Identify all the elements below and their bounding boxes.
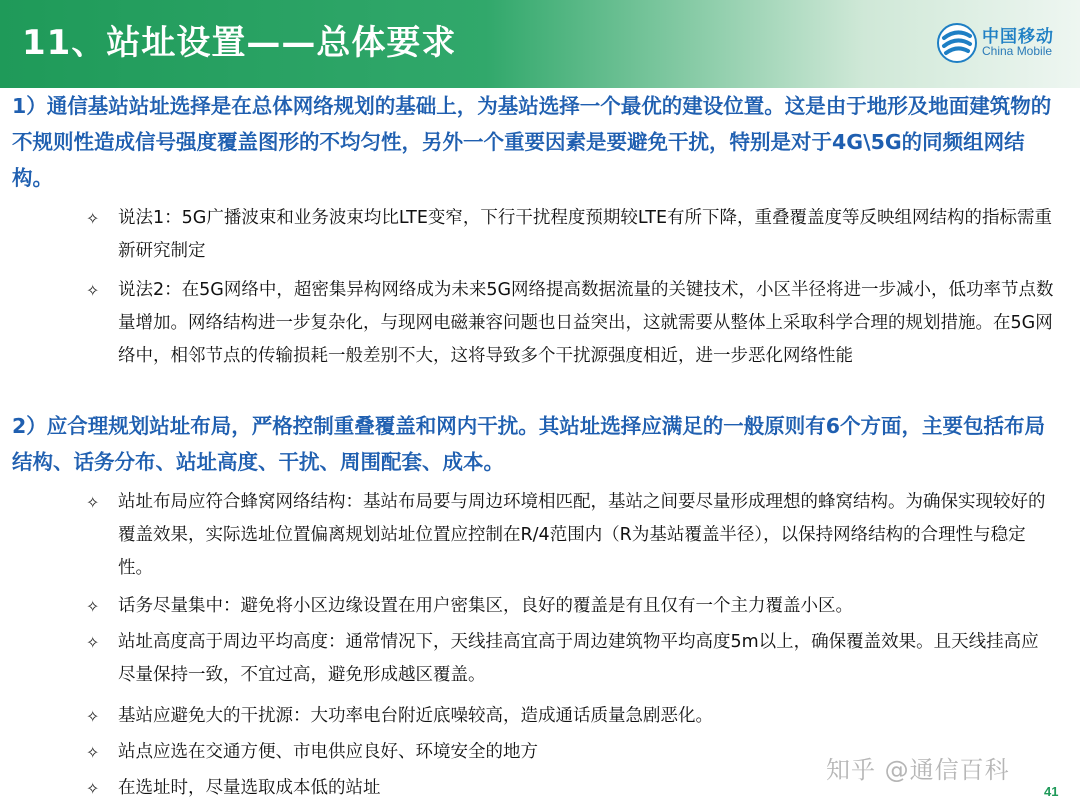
bullet-diamond-icon: ✧ xyxy=(86,779,100,798)
bullet-text: 站址高度高于周边平均高度：通常情况下，天线挂高宜高于周边建筑物平均高度5m以上，确保覆盖效果。且天线挂高应尽量保持一致，不宜过高，避免形成越区覆盖。 xyxy=(118,632,1039,685)
china-mobile-logo-icon xyxy=(936,22,978,64)
logo-text-cn: 中国移动 xyxy=(982,27,1054,47)
page-number: 41 xyxy=(1044,784,1059,799)
bullet-diamond-icon: ✧ xyxy=(86,633,100,652)
section-heading-2: 2）应合理规划站址布局，严格控制重叠覆盖和网内干扰。其站址选择应满足的一般原则有6个方面，主要包括布局结构、话务分布、站址高度、干扰、周围配套、成本。 xyxy=(12,414,1046,474)
bullet-diamond-icon: ✧ xyxy=(86,281,100,300)
bullet-diamond-icon: ✧ xyxy=(86,707,100,726)
logo-text-en: China Mobile xyxy=(982,44,1053,58)
bullet-text: 说法1：5G广播波束和业务波束均比LTE变窄，下行干扰程度预期较LTE有所下降，重叠覆盖度等反映组网结构的指标需重新研究制定 xyxy=(118,208,1052,261)
bullet-text: 站址布局应符合蜂窝网络结构：基站布局要与周边环境相匹配，基站之间要尽量形成理想的蜂窝结构。为确保实现较好的覆盖效果，实际选址位置偏离规划站址位置应控制在R/4范围内（R为基站覆盖半径），以保持网络结构的合理性与稳定性。 xyxy=(118,492,1046,578)
zhihu-watermark: 知乎 @通信百科 xyxy=(826,756,1010,784)
section-heading-1: 1）通信基站站址选择是在总体网络规划的基础上，为基站选择一个最优的建设位置。这是由于地形及地面建筑物的不规则性造成信号强度覆盖图形的不均匀性，另外一个重要因素是要避免干扰，特别是对于4G\5G的同频组网结构。 xyxy=(12,94,1052,190)
slide-header xyxy=(0,0,1080,88)
bullet-text: 说法2：在5G网络中，超密集异构网络成为未来5G网络提高数据流量的关键技术，小区半径将进一步减小，低功率节点数量增加。网络结构进一步复杂化，与现网电磁兼容问题也日益突出，这就需要从整体上采取科学合理的规划措施。在5G网络中，相邻节点的传输损耗一般差别不大，这将导致多个干扰源强度相近，进一步恶化网络性能 xyxy=(118,280,1054,366)
bullet-text: 基站应避免大的干扰源：大功率电台附近底噪较高，造成通话质量急剧恶化。 xyxy=(118,706,713,726)
bullet-text: 话务尽量集中：避免将小区边缘设置在用户密集区，良好的覆盖是有且仅有一个主力覆盖小区。 xyxy=(118,596,853,616)
bullet-text: 在选址时，尽量选取成本低的站址 xyxy=(118,778,381,798)
bullet-diamond-icon: ✧ xyxy=(86,597,100,616)
china-mobile-logo xyxy=(936,18,1060,68)
bullet-text: 站点应选在交通方便、市电供应良好、环境安全的地方 xyxy=(118,742,538,762)
slide-title: 11、站址设置——总体要求 xyxy=(22,23,457,63)
bullet-diamond-icon: ✧ xyxy=(86,493,100,512)
bullet-diamond-icon: ✧ xyxy=(86,743,100,762)
bullet-diamond-icon: ✧ xyxy=(86,209,100,228)
